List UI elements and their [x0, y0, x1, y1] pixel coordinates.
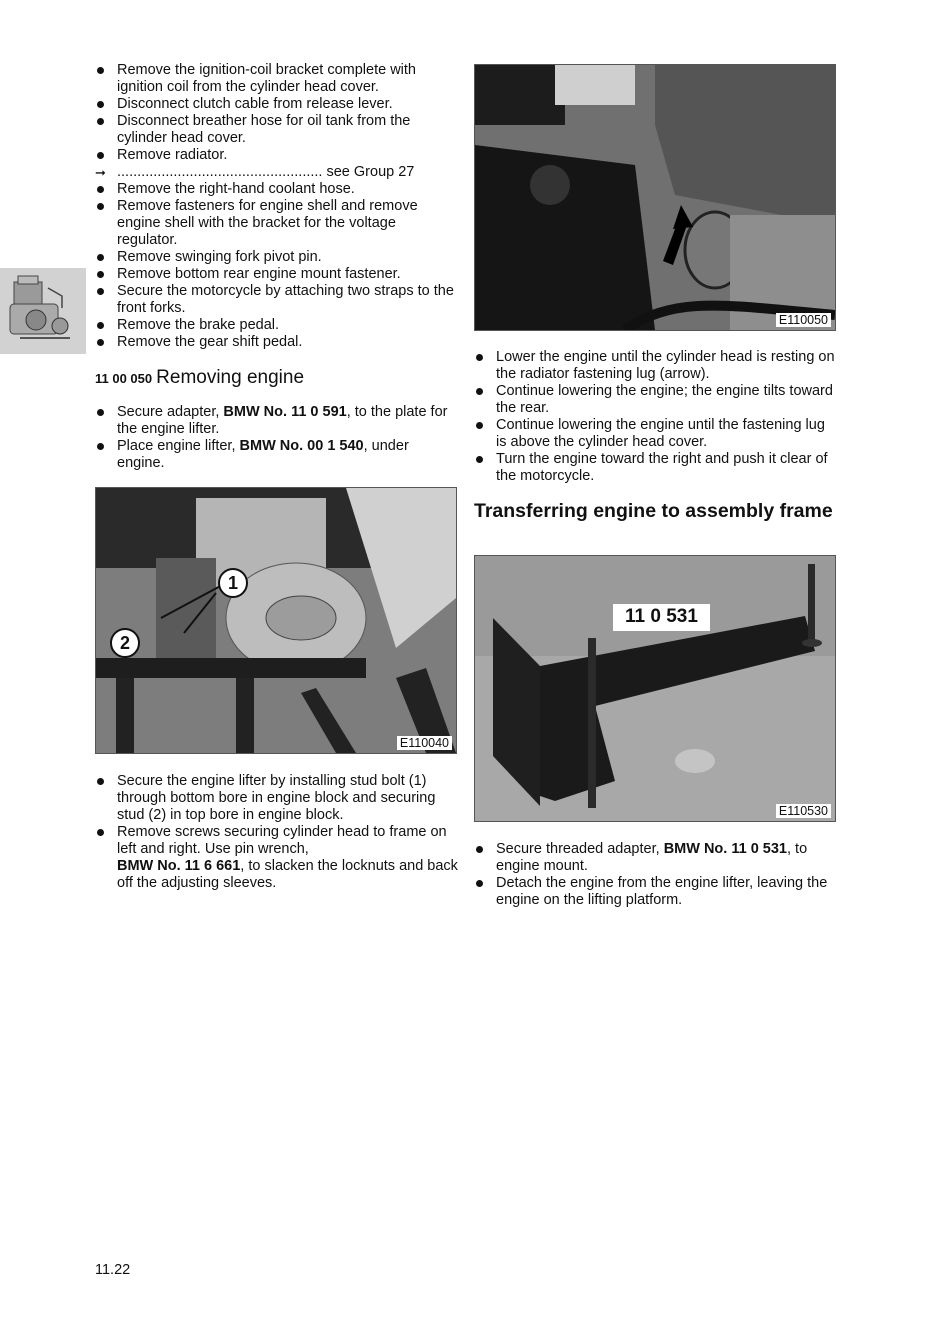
figure-code: E110050: [776, 313, 831, 327]
section-heading-transfer: Transferring engine to assembly frame: [474, 500, 833, 522]
callout-1: 1: [218, 568, 248, 598]
cross-reference: [95, 164, 460, 181]
figure-cylinder-head-photo: [474, 64, 836, 331]
right-final-steps: [474, 841, 839, 909]
list-item: Continue lowering the engine until the fastening lug is above the cylinder head cover.: [474, 417, 839, 451]
left-column: [95, 62, 460, 472]
list-item: Remove the ignition-coil bracket complete with ignition coil from the cylinder head cover.: [95, 62, 460, 96]
figure-code: E110530: [776, 804, 831, 818]
list-item: Remove the right-hand coolant hose.: [95, 181, 460, 198]
list-item: Remove radiator.: [95, 147, 460, 164]
engine-photo-illustration: [96, 488, 456, 753]
section-title: Removing engine: [156, 367, 305, 388]
tool-number-label: 11 0 531: [613, 604, 710, 631]
part-number: BMW No. 11 0 591: [223, 404, 347, 420]
list-item: Remove the gear shift pedal.: [95, 334, 460, 351]
list-item: Secure the motorcycle by attaching two straps to the front forks.: [95, 283, 460, 317]
list-item: Disconnect clutch cable from release lever.: [95, 96, 460, 113]
list-item: Remove fasteners for engine shell and remove engine shell with the bracket for the voltage regulator.: [95, 198, 460, 249]
figure-threaded-adapter-photo: [474, 555, 836, 822]
list-item: [95, 438, 460, 472]
step-text: Secure threaded adapter,: [496, 841, 664, 857]
step-text: , to the plate for the engine lifter.: [117, 404, 448, 437]
list-item: Secure the engine lifter by installing stud bolt (1) through bottom bore in engine block and securing stud (2) in top bore in engine block.: [95, 773, 460, 824]
list-item: Turn the engine toward the right and push it clear of the motorcycle.: [474, 451, 839, 485]
list-item: [95, 824, 460, 892]
page-number: 11.22: [95, 1262, 131, 1278]
section-number: 11 00 050: [95, 371, 153, 386]
step-text: , to slacken the locknuts and back off the adjusting sleeves.: [117, 858, 458, 891]
reference-text: ................................................... see Group 27: [117, 164, 415, 180]
part-number: BMW No. 00 1 540: [239, 438, 364, 454]
list-item: Detach the engine from the engine lifter, leaving the engine on the lifting platform.: [474, 875, 839, 909]
cylinder-head-illustration: [475, 65, 835, 330]
list-item: Disconnect breather hose for oil tank from the cylinder head cover.: [95, 113, 460, 147]
right-column-steps: [474, 349, 839, 485]
figure-code: E110040: [397, 736, 452, 750]
adapter-tool-illustration: [475, 556, 835, 821]
left-bottom-steps: [95, 773, 460, 892]
step-text: Secure adapter,: [117, 404, 224, 420]
callout-2: 2: [110, 628, 140, 658]
step-text: , under engine.: [117, 438, 409, 471]
figure-engine-lifter-photo: [95, 487, 457, 754]
lifter-steps: [95, 404, 460, 472]
list-item: Remove bottom rear engine mount fastener.: [95, 266, 460, 283]
list-item: Lower the engine until the cylinder head is resting on the radiator fastening lug (arrow).: [474, 349, 839, 383]
section-heading: [95, 369, 460, 388]
list-item: [95, 404, 460, 438]
list-item: Remove swinging fork pivot pin.: [95, 249, 460, 266]
preparation-steps: [95, 62, 460, 351]
step-text: Place engine lifter,: [117, 438, 240, 454]
list-item: Remove the brake pedal.: [95, 317, 460, 334]
list-item: [474, 841, 839, 875]
step-text: , to engine mount.: [496, 841, 808, 874]
chapter-tab-engine-icon: [0, 268, 86, 354]
step-text: Remove screws securing cylinder head to frame on left and right. Use pin wrench,: [117, 824, 447, 857]
part-number: BMW No. 11 6 661: [117, 858, 241, 874]
reference-arrow-icon: ➞: [95, 165, 106, 180]
part-number: BMW No. 11 0 531: [663, 841, 787, 857]
list-item: Continue lowering the engine; the engine tilts toward the rear.: [474, 383, 839, 417]
